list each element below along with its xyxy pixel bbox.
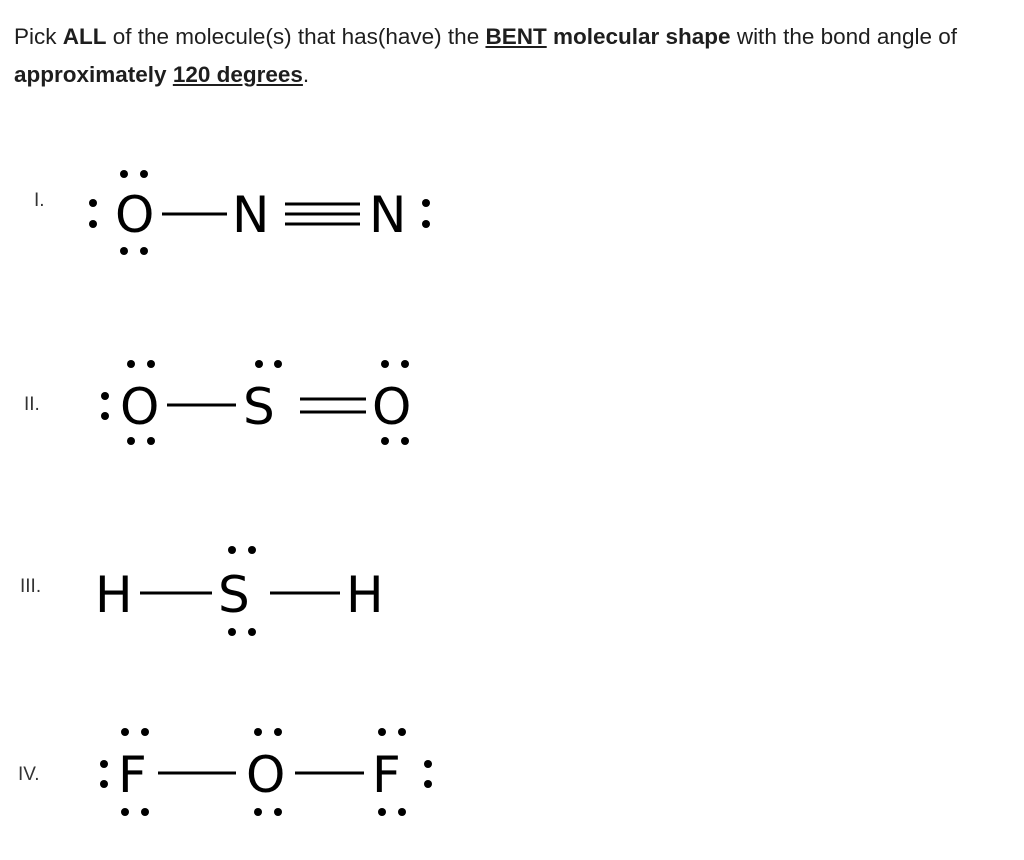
atom-s: S <box>218 566 250 624</box>
q-text-1: Pick <box>14 24 63 49</box>
q-all: ALL <box>62 24 107 49</box>
molecule-ii <box>101 360 411 445</box>
q-shape: molecular shape <box>552 24 731 49</box>
question-text: Pick ALL of the molecule(s) that has(have) the BENT molecular shape with the bond angle of approximately 120 degrees. <box>14 24 957 87</box>
q-approx: approximately <box>14 62 167 87</box>
q-angle: 120 degrees <box>172 62 303 87</box>
atom-o: O <box>120 378 160 436</box>
atom-n: N <box>369 186 407 244</box>
numeral-iv: IV. <box>18 764 40 785</box>
atom-o: O <box>115 186 155 244</box>
atom-s: S <box>243 378 275 436</box>
numeral-iii: III. <box>20 576 42 597</box>
q-text-4: with the bond angle of <box>730 24 957 49</box>
q-bent: BENT <box>485 24 547 49</box>
q-text-2: of the molecule(s) that has(have) the <box>106 24 486 49</box>
atom-h: H <box>346 566 384 624</box>
atom-o: O <box>372 378 412 436</box>
atom-f: F <box>118 746 147 804</box>
molecule-iv <box>100 728 432 816</box>
molecule-iii <box>95 546 384 636</box>
atom-h: H <box>95 566 133 624</box>
atom-n: N <box>232 186 270 244</box>
numeral-ii: II. <box>24 394 40 415</box>
molecule-i <box>89 170 430 255</box>
atom-f: F <box>372 746 401 804</box>
numeral-i: I. <box>34 190 45 211</box>
atom-o: O <box>246 746 286 804</box>
